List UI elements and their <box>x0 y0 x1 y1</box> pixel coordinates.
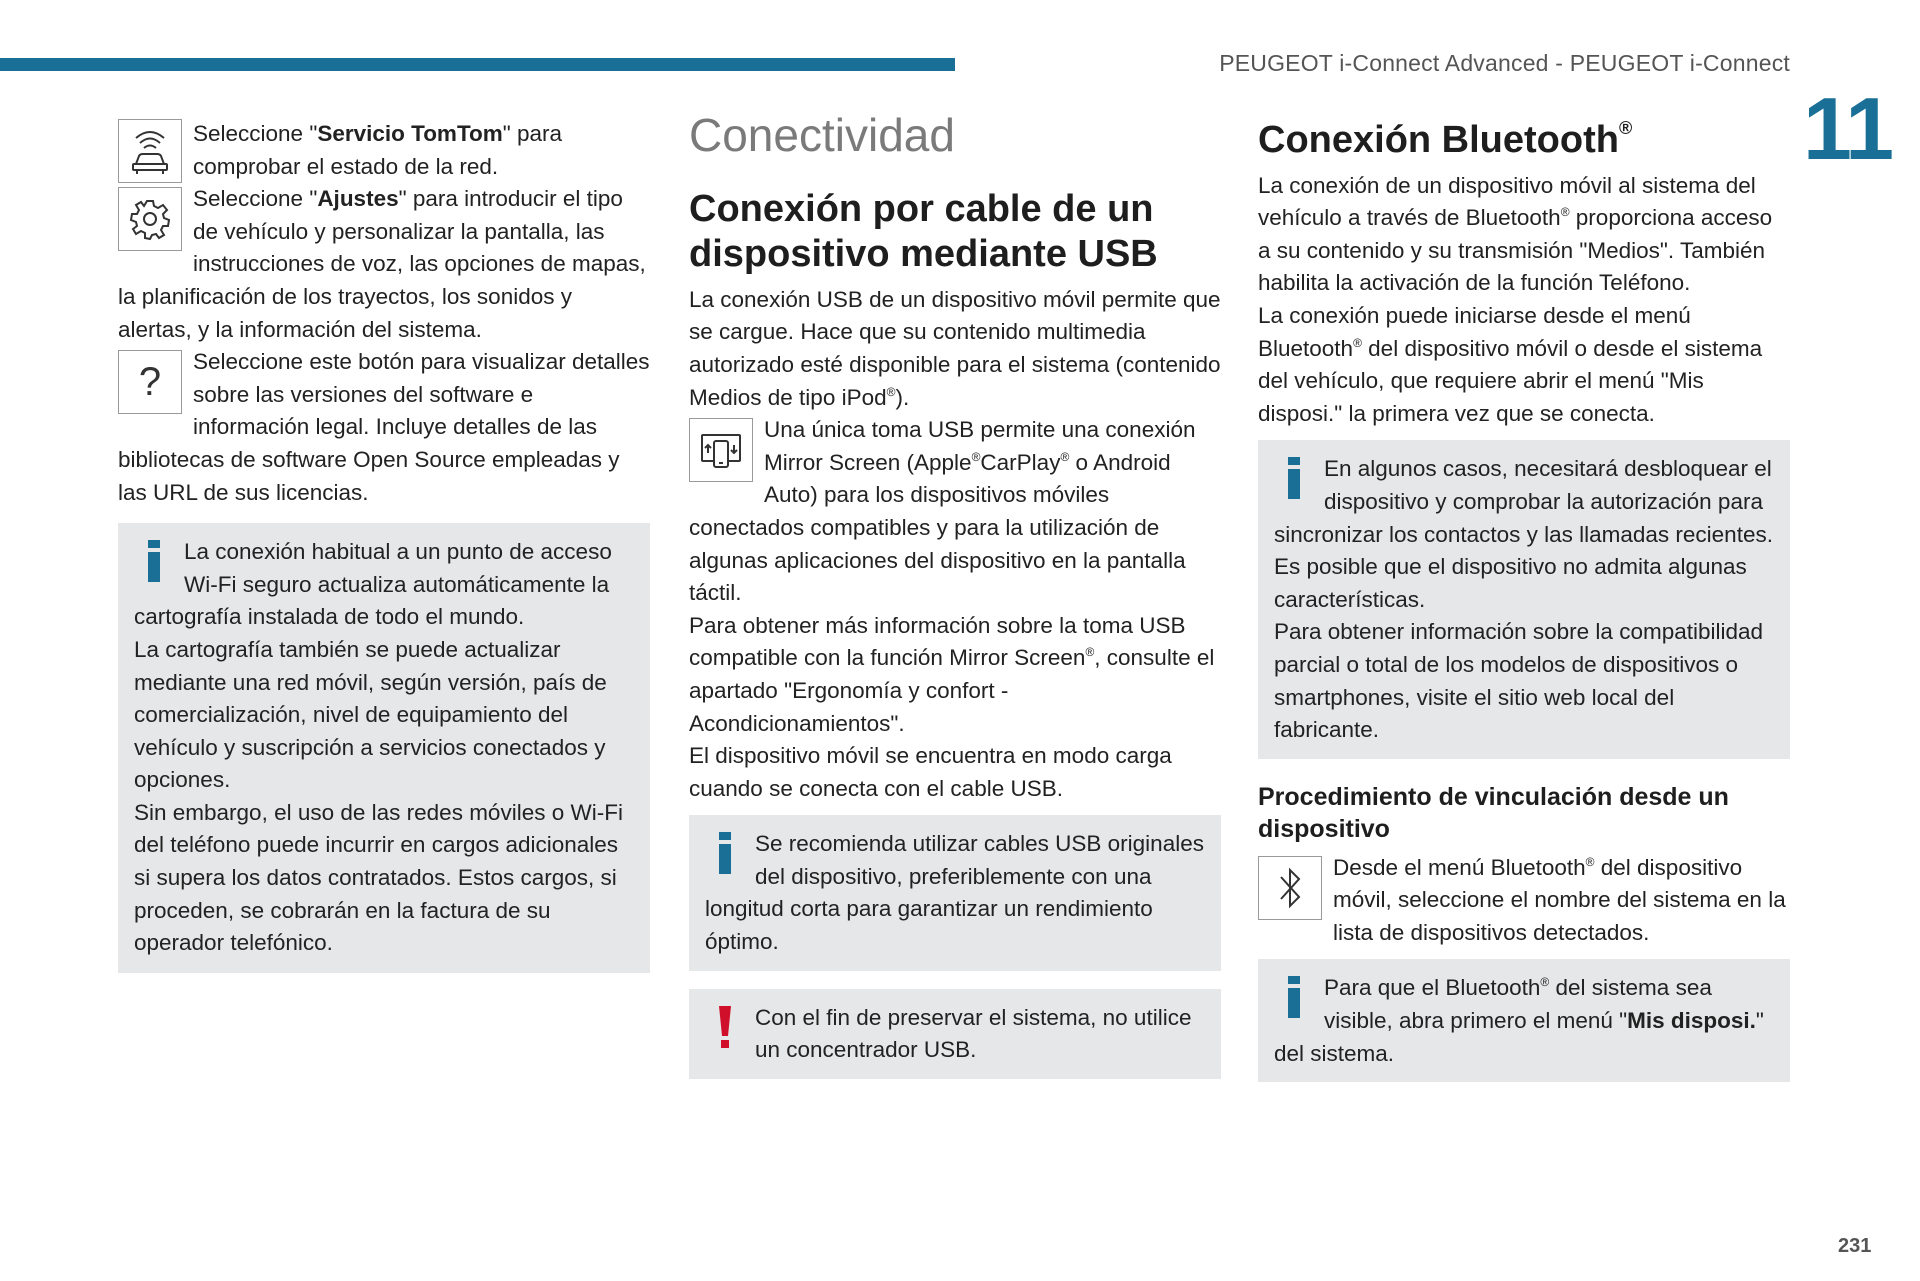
usb-hub-warning-text: Con el fin de preservar el sistema, no utilice un concentrador USB. <box>755 1004 1192 1063</box>
chapter-number: 11 <box>1803 79 1893 178</box>
section-title: Conectividad <box>689 109 955 161</box>
mirror-screen-text: Una única toma USB permite una conexión Mirror Screen (Apple®CarPlay® o Android Auto) para los dispositivos móviles conectados compatibles y para la utilización de algunas aplicaciones del dispositivo en la pantalla táctil. <box>689 417 1196 606</box>
bluetooth-intro: La conexión de un dispositivo móvil al sistema del vehículo a través de Bluetooth® proporciona acceso a su contenido y su transmisión "Medios". También habilita la activación de la función Teléfono. <box>1258 172 1773 296</box>
usb-hub-warning <box>689 989 1221 1079</box>
help-text: Seleccione este botón para visualizar detalles sobre las versiones del software e información legal. Incluye detalles de las bibliotecas de software Open Source empleadas y las URL de sus licencias. <box>118 349 650 505</box>
bluetooth-heading: Conexión Bluetooth® <box>1258 118 1633 161</box>
charge-text: El dispositivo móvil se encuentra en modo carga cuando se conecta con el cable USB. <box>689 743 1172 801</box>
info-icon <box>705 832 745 892</box>
info-icon <box>1274 457 1314 517</box>
more-info-text: Para obtener más información sobre la toma USB compatible con la función Mirror Screen®, consulte el apartado "Ergonomía y confort - Acondicionamientos". <box>689 612 1215 736</box>
settings-gear-icon <box>118 187 182 251</box>
bluetooth-start: La conexión puede iniciarse desde el menú Bluetooth® del dispositivo móvil o desde el sistema del vehículo, que requiere abrir el menú "Mis disposi." la primera vez que se conecta. <box>1258 302 1763 426</box>
tomtom-service-icon <box>118 119 182 183</box>
wifi-note-p2: La cartografía también se puede actualizar mediante una red móvil, según versión, país de comercialización, nivel de equipamiento del vehículo y suscripción a servicios conectados y opciones. <box>134 636 607 793</box>
tomtom-text: Seleccione "Servicio TomTom" para comprobar el estado de la red. <box>193 121 563 179</box>
warning-exclamation-icon <box>705 1006 745 1066</box>
info-icon <box>134 540 174 600</box>
wifi-note <box>118 523 650 973</box>
wifi-note-p1: La conexión habitual a un punto de acceso Wi-Fi seguro actualiza automáticamente la cartografía instalada de todo el mundo. <box>134 539 612 630</box>
bluetooth-note <box>1258 440 1790 758</box>
running-header: PEUGEOT i-Connect Advanced - PEUGEOT i-Connect <box>1219 50 1790 76</box>
column-middle <box>689 109 1221 1079</box>
settings-text: Seleccione "Ajustes" para introducir el tipo de vehículo y personalizar la pantalla, las instrucciones de voz, las opciones de mapas, la planificación de los trayectos, los sonidos y alertas, y la información del sistema. <box>118 186 646 342</box>
page-number: 231 <box>1838 1235 1872 1257</box>
bluetooth-icon <box>1258 856 1322 920</box>
column-right <box>1258 118 1790 1082</box>
header-accent-bar <box>0 58 955 71</box>
bluetooth-note-p3: Para obtener información sobre la compatibilidad parcial o total de los modelos de dispositivos o smartphones, visite el sitio web local del fabricante. <box>1274 619 1764 743</box>
info-icon <box>1274 976 1314 1036</box>
usb-cable-note <box>689 815 1221 970</box>
usb-intro: La conexión USB de un dispositivo móvil permite que se cargue. Hace que su contenido multimedia autorizado esté disponible para el sistema (contenido Medios de tipo iPod®). <box>689 286 1221 410</box>
mirror-screen-icon <box>689 418 753 482</box>
visibility-note-text: Para que el Bluetooth® del sistema sea visible, abra primero el menú "Mis disposi." del sistema. <box>1274 975 1764 1066</box>
bluetooth-note-p2: Es posible que el dispositivo no admita algunas características. <box>1274 554 1747 612</box>
bluetooth-note-p1: En algunos casos, necesitará desbloquear el dispositivo y comprobar la autorización para sincronizar los contactos y las llamadas recientes. <box>1274 456 1773 547</box>
pairing-text: Desde el menú Bluetooth® del dispositivo móvil, seleccione el nombre del sistema en la lista de dispositivos detectados. <box>1333 854 1786 945</box>
help-question-icon: ? <box>118 350 182 414</box>
usb-heading: Conexión por cable de un dispositivo mediante USB <box>689 187 1158 276</box>
wifi-note-p3: Sin embargo, el uso de las redes móviles o Wi-Fi del teléfono puede incurrir en cargos adicionales si supera los datos contratados. Estos cargos, si proceden, se cobrarán en la factura de su operador telefónico. <box>134 799 623 956</box>
pairing-subheading: Procedimiento de vinculación desde un dispositivo <box>1258 782 1729 844</box>
column-left <box>118 118 650 973</box>
usb-cable-note-text: Se recomienda utilizar cables USB originales del dispositivo, preferiblemente con una longitud corta para garantizar un rendimiento óptimo. <box>705 831 1204 955</box>
visibility-note <box>1258 959 1790 1082</box>
